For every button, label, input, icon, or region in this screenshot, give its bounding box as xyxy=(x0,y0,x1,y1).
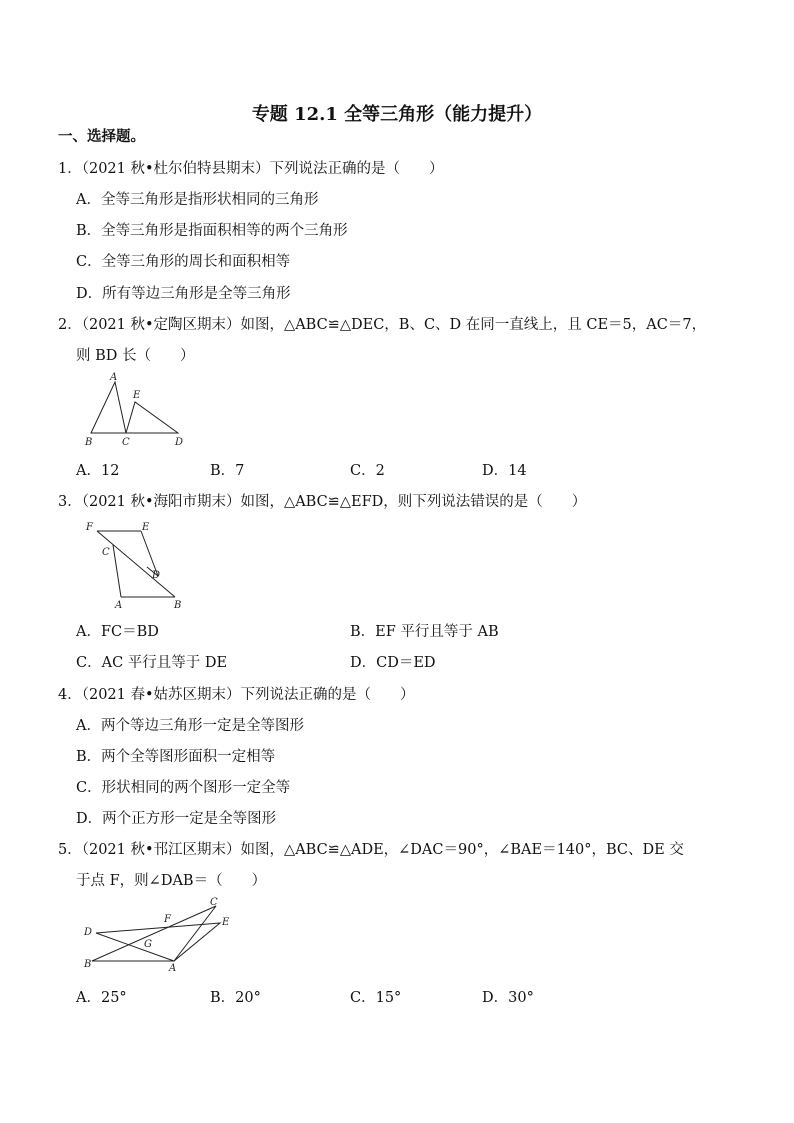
question-1-option-d: D．所有等边三角形是全等三角形 xyxy=(76,286,291,302)
label-c: C xyxy=(210,897,218,908)
question-1-stem: 1．（2021 秋•杜尔伯特县期末）下列说法正确的是（ ） xyxy=(58,161,444,177)
section-heading: 一、选择题。 xyxy=(58,128,145,145)
label-c: C xyxy=(122,437,130,448)
question-1-option-c: C．全等三角形的周长和面积相等 xyxy=(76,254,291,270)
label-a: A xyxy=(110,372,118,383)
label-b: B xyxy=(85,437,93,448)
question-5-stem-cont: 于点 F，则∠DAB＝（ ） xyxy=(76,873,267,889)
triangle-ade xyxy=(96,923,220,961)
question-2-option-a: A．12 xyxy=(76,463,120,479)
page-title: 专题 12.1 全等三角形（能力提升） xyxy=(251,104,543,125)
triangle-abc xyxy=(92,906,216,961)
label-f: F xyxy=(164,914,171,925)
question-2-option-c: C．2 xyxy=(350,463,385,479)
label-a: A xyxy=(115,600,123,611)
label-g: G xyxy=(144,939,152,950)
question-5-option-c: C．15° xyxy=(350,990,402,1006)
triangle-dec xyxy=(126,402,178,433)
question-2-option-b: B．7 xyxy=(210,463,245,479)
label-e: E xyxy=(142,522,150,533)
question-2-option-d: D．14 xyxy=(482,463,527,479)
question-5-option-d: D．30° xyxy=(482,990,534,1006)
question-4-stem: 4．（2021 春•姑苏区期末）下列说法正确的是（ ） xyxy=(58,687,415,703)
question-4-option-d: D．两个正方形一定是全等图形 xyxy=(76,811,277,827)
question-3-figure xyxy=(82,516,192,612)
question-2-stem-cont: 则 BD 长（ ） xyxy=(76,348,195,364)
question-3-option-c: C．AC 平行且等于 DE xyxy=(76,655,228,671)
question-4-option-c: C．形状相同的两个图形一定全等 xyxy=(76,780,291,796)
label-e: E xyxy=(133,390,141,401)
label-b: B xyxy=(84,959,92,970)
question-5-option-b: B．20° xyxy=(210,990,261,1006)
question-1-option-a: A．全等三角形是指形状相同的三角形 xyxy=(76,192,319,208)
label-d: D xyxy=(84,927,93,938)
label-e: E xyxy=(222,917,230,928)
question-5-figure xyxy=(82,895,242,977)
question-3-option-a: A．FC＝BD xyxy=(76,624,159,640)
label-f: F xyxy=(86,522,93,533)
question-2-stem: 2．（2021 秋•定陶区期末）如图，△ABC≌△DEC，B、C、D 在同一直线上，且 CE＝5，AC＝7， xyxy=(58,317,707,333)
label-b: B xyxy=(174,600,182,611)
label-a: A xyxy=(169,963,177,974)
label-c: C xyxy=(102,547,110,558)
question-3-option-d: D．CD＝ED xyxy=(350,655,436,671)
question-5-option-a: A．25° xyxy=(76,990,127,1006)
question-1-option-b: B．全等三角形是指面积相等的两个三角形 xyxy=(76,223,348,239)
question-3-option-b: B．EF 平行且等于 AB xyxy=(350,624,499,640)
question-5-stem: 5．（2021 秋•邗江区期末）如图，△ABC≌△ADE，∠DAC＝90°，∠BAE＝140°，BC、DE 交 xyxy=(58,842,684,858)
question-4-option-a: A．两个等边三角形一定是全等图形 xyxy=(76,718,304,734)
triangle-abc xyxy=(91,382,126,433)
question-4-option-b: B．两个全等图形面积一定相等 xyxy=(76,749,276,765)
question-3-stem: 3．（2021 秋•海阳市期末）如图，△ABC≌△EFD，则下列说法错误的是（ ） xyxy=(58,494,587,510)
question-2-figure xyxy=(82,370,192,450)
label-d: D xyxy=(175,437,184,448)
label-d: D xyxy=(152,570,161,581)
